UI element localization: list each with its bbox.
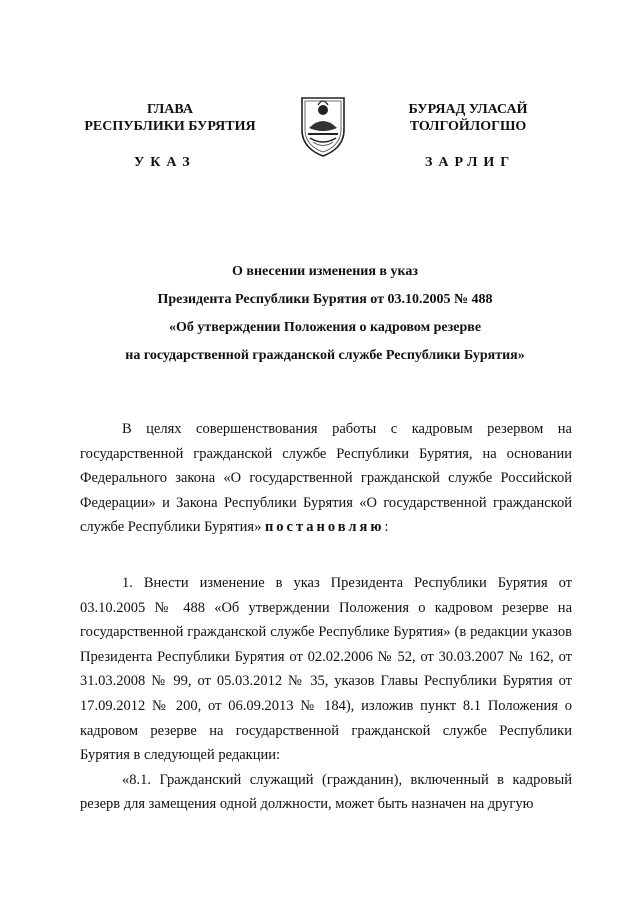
item-1-paragraph: 1. Внести изменение в указ Президента Республики Бурятия от 03.10.2005 № 488 «Об утверждении Положения о кадровом резерве на государственной гражданской службе Республике Бурятия» (в редакции указов Президента Республики Бурятия от 02.02.2006 № 52, от 30.03.2007 № 162, от 31.03.2008 № 99, от 05.03.2012 № 35, указов Главы Республики Бурятия от 17.09.2012 № 200, от 06.09.2013 № 184), изложив пункт 8.1 Положения о кадровом резерве на государственной гражданской службе Республики Бурятия в следующей редакции: (80, 575, 572, 764)
preamble-end: : (384, 519, 389, 536)
preamble-text: В целях совершенствования работы с кадровым резервом на государственной гражданской службе Республики Бурятия, на основании Федерального закона «О государственной гражданской службе Российской Федерации» и Закона Республики Бурятия «О государственной гражданской службе Республики Бурятия» (80, 421, 572, 536)
title-line-4: на государственной гражданской службе Республики Бурятия» (125, 348, 525, 363)
item-8-1-paragraph: «8.1. Гражданский служащий (гражданин), включенный в кадровый резерв для замещения одной должности, может быть назначен на другую (80, 771, 572, 813)
issuer-right-line1: БУРЯАД УЛАСАЙ (408, 102, 528, 117)
coat-of-arms-icon (296, 94, 350, 157)
preamble-paragraph (80, 417, 572, 540)
issuer-right-line2: ТОЛГОЙЛОГШО (409, 119, 527, 134)
title-line-3: «Об утверждении Положения о кадровом резерве (168, 320, 482, 335)
title-line-2: Президента Республики Бурятия от 03.10.2005 № 488 (157, 292, 493, 307)
document-type-left: УКАЗ (134, 155, 196, 170)
issuer-right (378, 101, 558, 135)
issuer-left-line2: РЕСПУБЛИКИ БУРЯТИЯ (84, 119, 256, 134)
preamble-block (80, 417, 572, 540)
title-line-1: О внесении изменения в указ (232, 264, 418, 279)
issuer-left-line1: ГЛАВА (147, 102, 193, 117)
decree-title (80, 258, 570, 370)
issuer-left (70, 101, 270, 135)
document-type-right: ЗАРЛИГ (425, 155, 516, 170)
items-block (80, 571, 572, 817)
decree-verb: постановляю (264, 519, 385, 536)
